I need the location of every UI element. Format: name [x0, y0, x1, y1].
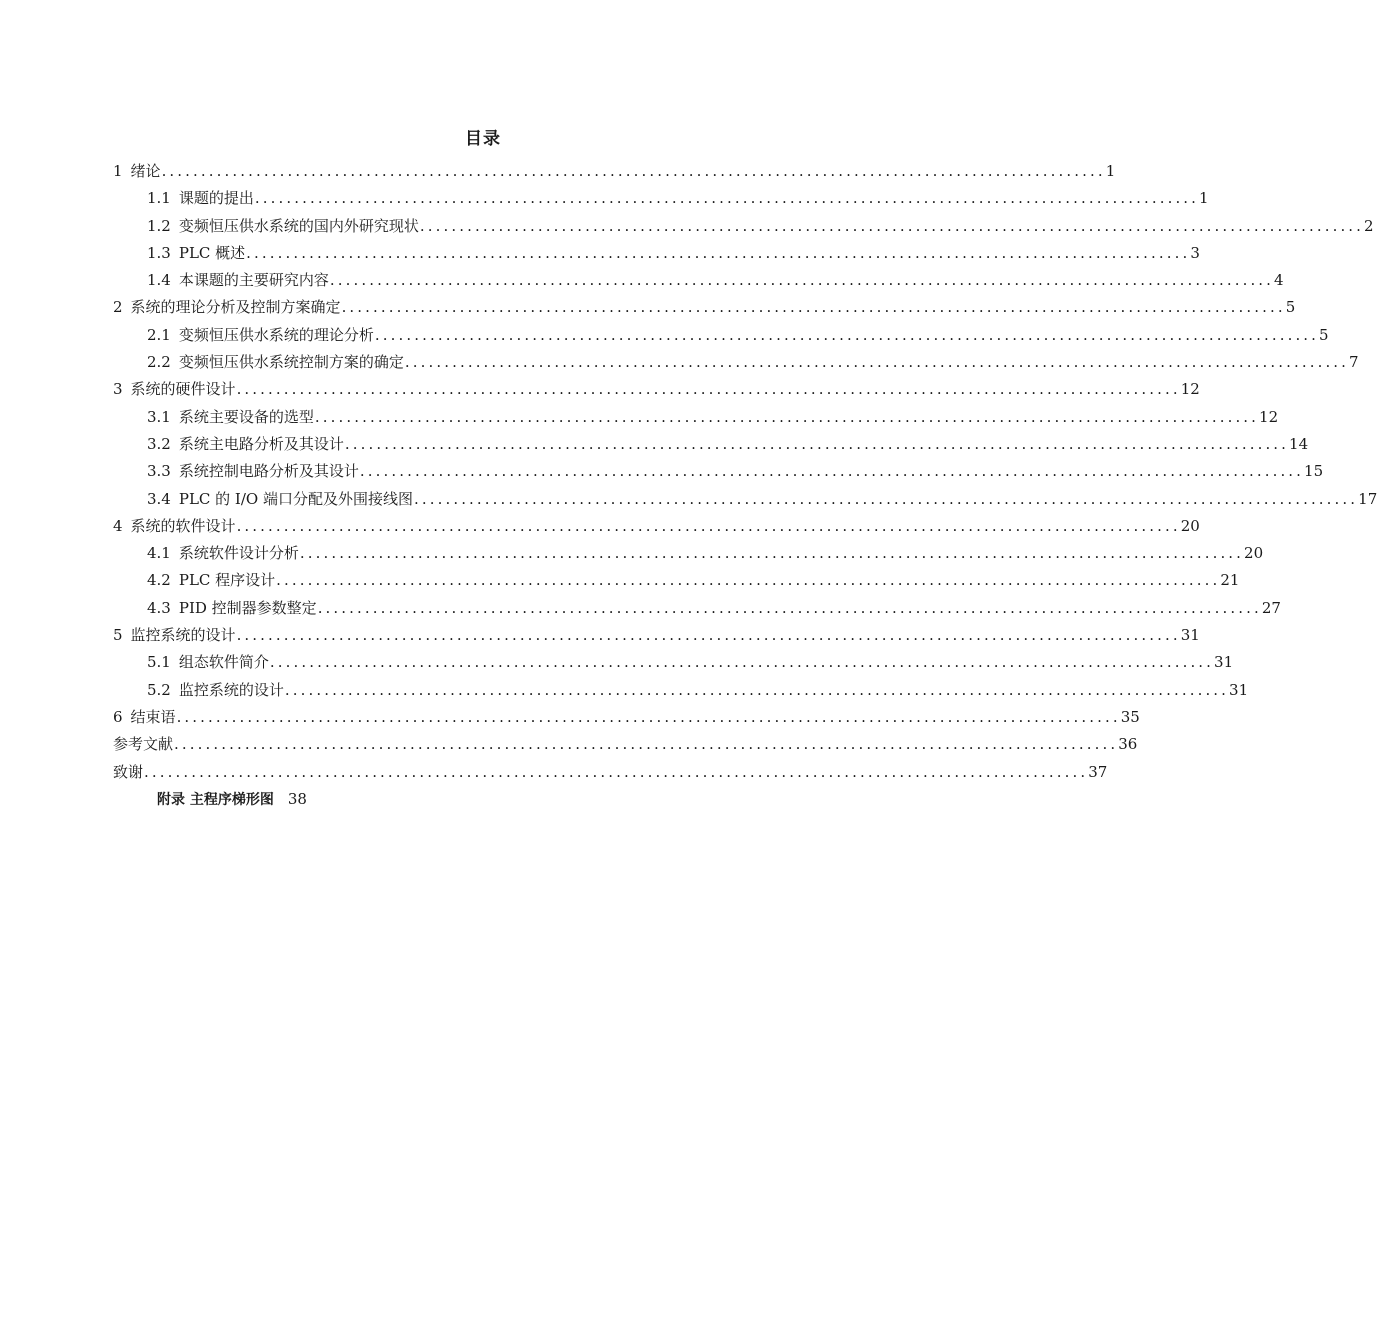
toc-page-number: 1 — [1199, 189, 1209, 208]
toc-entry-title: 本课题的主要研究内容 — [178, 271, 329, 290]
toc-page-number: 20 — [1180, 516, 1200, 535]
toc-entry-label — [147, 677, 284, 704]
toc-entry-title: PLC 程序设计 — [178, 571, 276, 590]
toc-entry-title: 变频恒压供水系统的理论分析 — [178, 325, 374, 344]
toc-dot-leader: ........................................................................................................................ — [176, 707, 1121, 726]
toc-entry-label — [113, 704, 176, 731]
toc-entry-title: 结束语 — [130, 707, 176, 726]
toc-entry-label — [113, 294, 341, 321]
toc-entry-title: 变频恒压供水系统控制方案的确定 — [178, 353, 404, 372]
toc-entry-label — [147, 322, 374, 349]
toc-entry-number: 1.4 — [147, 271, 171, 290]
toc-entry-title: 致谢 — [113, 762, 144, 781]
toc-title: 目录 — [465, 129, 501, 149]
toc-dot-leader: ........................................................................................................................ — [299, 544, 1245, 563]
toc-entry — [113, 513, 1200, 540]
toc-page-number: 15 — [1304, 462, 1324, 481]
toc-dot-leader: ........................................................................................................................ — [236, 626, 1181, 645]
toc-entry-label — [113, 731, 173, 758]
toc-entry-title: 系统主电路分析及其设计 — [178, 434, 344, 453]
toc-entry — [113, 267, 1284, 294]
toc-entry-number: 3.1 — [147, 407, 171, 426]
toc-entry-title: 参考文献 — [113, 735, 174, 754]
toc-entry-title: 监控系统的设计 — [130, 626, 236, 645]
toc-page-number: 27 — [1261, 598, 1281, 617]
toc-entry-number: 6 — [113, 707, 123, 726]
toc-entry-number: 3.3 — [147, 462, 171, 481]
toc-entry — [113, 759, 1108, 786]
toc-entry-label — [147, 267, 329, 294]
toc-entry-label — [113, 158, 161, 185]
toc-entry-label — [147, 649, 269, 676]
toc-entry-title: 变频恒压供水系统的国内外研究现状 — [178, 216, 419, 235]
toc-entry — [113, 240, 1200, 267]
toc-entry-title: 系统控制电路分析及其设计 — [178, 462, 359, 481]
toc-entry — [113, 622, 1200, 649]
toc-entry — [113, 404, 1279, 431]
toc-dot-leader: ........................................................................................................................ — [341, 298, 1286, 317]
toc-entry-number: 1 — [113, 162, 123, 180]
toc-entry — [113, 158, 1116, 185]
toc-entry-number: 1.1 — [147, 189, 171, 208]
toc-entry-title: PID 控制器参数整定 — [178, 598, 317, 617]
toc-page-number: 7 — [1349, 353, 1359, 372]
toc-entry — [113, 294, 1296, 321]
toc-page-number: 1 — [1105, 162, 1116, 180]
toc-entry-label — [147, 458, 359, 485]
appendix-page-number: 38 — [287, 790, 307, 808]
toc-entry — [113, 376, 1200, 403]
toc-page-number: 2 — [1364, 216, 1374, 235]
toc-page-number: 37 — [1088, 762, 1108, 781]
toc-dot-leader: ........................................................................................................................ — [254, 189, 1200, 208]
toc-page-number: 31 — [1180, 626, 1200, 645]
toc-entry-label — [147, 185, 254, 212]
toc-entry-title: 绪论 — [130, 162, 161, 180]
toc-entry-number: 1.3 — [147, 243, 171, 262]
toc-dot-leader: ........................................................................................................................ — [284, 680, 1230, 699]
toc-entry-number: 4.3 — [147, 598, 171, 617]
toc-entry-label — [147, 404, 314, 431]
toc-entry-number: 1.2 — [147, 216, 171, 235]
toc-entry-label — [147, 567, 275, 594]
toc-entry-title: 组态软件简介 — [178, 653, 269, 672]
appendix-title: 附录 主程序梯形图 — [157, 792, 274, 808]
toc-dot-leader: ........................................................................................................................ — [359, 462, 1305, 481]
toc-entry-label — [147, 240, 245, 267]
toc-entry-title: PLC 的 I/O 端口分配及外围接线图 — [178, 489, 413, 508]
toc-dot-leader: ........................................................................................................................ — [404, 353, 1350, 372]
toc-entry-number: 2.2 — [147, 353, 171, 372]
toc-entry-number: 2 — [113, 298, 123, 317]
toc-entry — [113, 677, 1249, 704]
toc-entry-title: 系统的软件设计 — [130, 516, 236, 535]
toc-dot-leader: ........................................................................................................................ — [144, 762, 1089, 781]
toc-page-number: 36 — [1118, 735, 1138, 754]
toc-entry-number: 4.2 — [147, 571, 171, 590]
toc-dot-leader: ........................................................................................................................ — [269, 653, 1215, 672]
toc-entry — [113, 185, 1209, 212]
toc-dot-leader: ........................................................................................................................ — [419, 216, 1365, 235]
toc-dot-leader: ........................................................................................................................ — [344, 434, 1290, 453]
toc-entry-label — [113, 622, 236, 649]
toc-entry-number: 2.1 — [147, 325, 171, 344]
toc-dot-leader: ........................................................................................................................ — [236, 380, 1181, 399]
toc-page-number: 31 — [1229, 680, 1249, 699]
toc-entry-number: 4 — [113, 516, 123, 535]
toc-dot-leader: ........................................................................................................................ — [246, 243, 1191, 262]
toc-dot-leader: ........................................................................................................................ — [174, 735, 1119, 754]
toc-entry — [113, 349, 1359, 376]
toc-appendix-entry — [157, 789, 307, 810]
toc-entry-number: 3.2 — [147, 434, 171, 453]
toc-entry-label — [147, 595, 317, 622]
toc-dot-leader: ........................................................................................................................ — [276, 571, 1221, 590]
toc-entry-label — [147, 540, 299, 567]
toc-entry — [113, 649, 1234, 676]
toc-dot-leader: ........................................................................................................................ — [374, 325, 1320, 344]
toc-entry-label — [113, 513, 236, 540]
toc-page-number: 5 — [1285, 298, 1296, 317]
toc-dot-leader: ........................................................................................................................ — [161, 162, 1106, 180]
toc-entry-label — [147, 349, 404, 376]
toc-entry-number: 5 — [113, 626, 123, 645]
toc-entry-number: 5.1 — [147, 653, 171, 672]
toc-entry-label — [147, 213, 419, 240]
toc-entry-title: 课题的提出 — [178, 189, 254, 208]
toc-dot-leader: ........................................................................................................................ — [329, 271, 1275, 290]
toc-page-number: 21 — [1220, 571, 1240, 590]
toc-entry-number: 3 — [113, 380, 123, 399]
toc-list — [113, 158, 1377, 786]
toc-entry-title: 监控系统的设计 — [178, 680, 284, 699]
toc-entry-number: 5.2 — [147, 680, 171, 699]
toc-entry — [113, 458, 1324, 485]
toc-entry — [113, 731, 1138, 758]
toc-page-number: 4 — [1274, 271, 1284, 290]
toc-dot-leader: ........................................................................................................................ — [236, 516, 1181, 535]
toc-entry-label — [147, 431, 344, 458]
toc-page-number: 17 — [1358, 489, 1377, 508]
toc-page-number: 3 — [1190, 243, 1200, 262]
toc-entry-number: 3.4 — [147, 489, 171, 508]
toc-dot-leader: ........................................................................................................................ — [314, 407, 1260, 426]
toc-entry — [113, 567, 1240, 594]
toc-dot-leader: ........................................................................................................................ — [413, 489, 1359, 508]
toc-entry-title: PLC 概述 — [178, 243, 246, 262]
toc-entry — [113, 213, 1374, 240]
toc-page-number: 31 — [1214, 653, 1234, 672]
toc-page-number: 5 — [1319, 325, 1329, 344]
toc-entry — [113, 431, 1309, 458]
toc-page-number: 12 — [1259, 407, 1279, 426]
toc-entry-label — [147, 486, 413, 513]
toc-entry-number: 4.1 — [147, 544, 171, 563]
toc-entry — [113, 704, 1140, 731]
toc-entry-title: 系统软件设计分析 — [178, 544, 299, 563]
toc-page-number: 14 — [1289, 434, 1309, 453]
toc-page-number: 20 — [1244, 544, 1264, 563]
toc-entry — [113, 595, 1281, 622]
toc-entry — [113, 322, 1329, 349]
toc-entry-label — [113, 759, 143, 786]
toc-entry-title: 系统的硬件设计 — [130, 380, 236, 399]
toc-entry-title: 系统主要设备的选型 — [178, 407, 314, 426]
toc-entry — [113, 540, 1264, 567]
toc-dot-leader: ........................................................................................................................ — [317, 598, 1262, 617]
toc-page-number: 35 — [1120, 707, 1140, 726]
toc-page-number: 12 — [1180, 380, 1200, 399]
toc-entry-label — [113, 376, 236, 403]
toc-entry — [113, 486, 1377, 513]
toc-entry-title: 系统的理论分析及控制方案确定 — [130, 298, 341, 317]
